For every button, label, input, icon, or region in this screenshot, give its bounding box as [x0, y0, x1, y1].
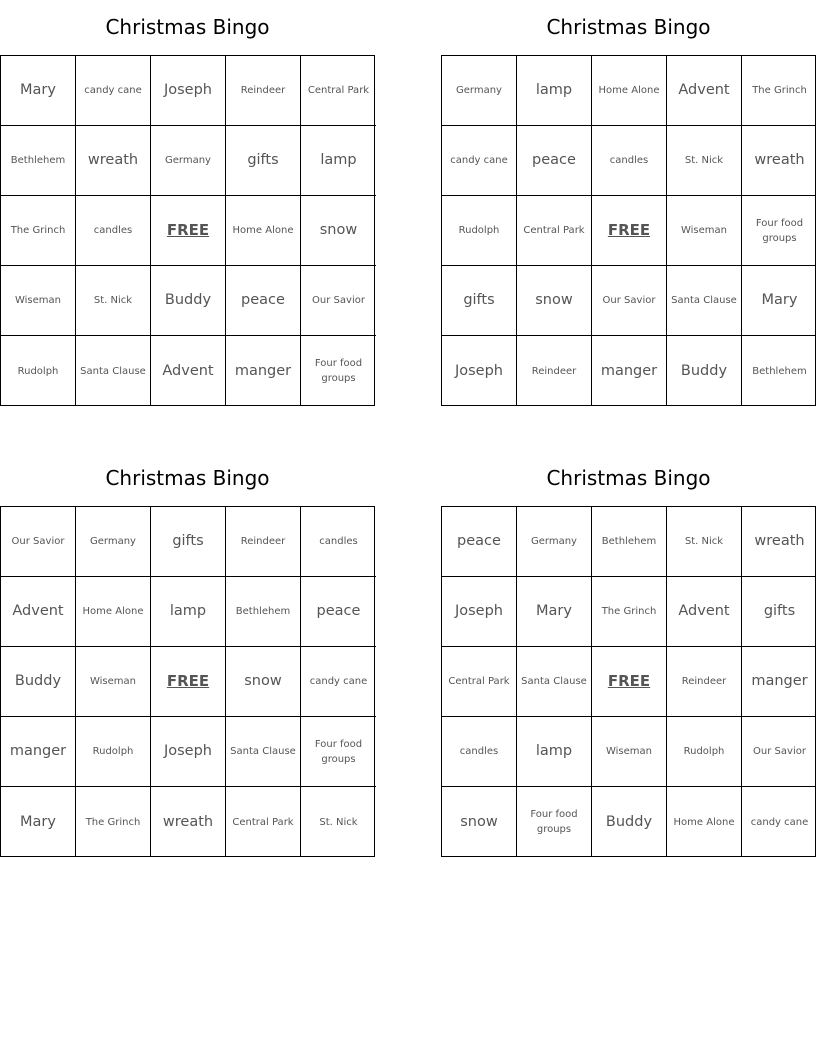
bingo-cell: Rudolph [76, 717, 151, 787]
bingo-cell: candy cane [301, 647, 376, 717]
bingo-cell: Rudolph [667, 717, 742, 787]
bingo-cell: Germany [76, 507, 151, 577]
bingo-cell: Buddy [1, 647, 76, 717]
bingo-cell: St. Nick [667, 126, 742, 196]
bingo-cell: peace [517, 126, 592, 196]
bingo-cell: Wiseman [592, 717, 667, 787]
bingo-cell: Our Savior [592, 266, 667, 336]
card-title: Christmas Bingo [546, 15, 711, 39]
bingo-cell: St. Nick [319, 816, 358, 828]
bingo-cell: snow [517, 266, 592, 336]
bingo-cell: Buddy [592, 787, 667, 857]
bingo-cell: Joseph [442, 336, 517, 406]
bingo-cell: Home Alone [226, 196, 301, 266]
bingo-cell: Germany [151, 126, 226, 196]
bingo-grid [0, 55, 375, 406]
bingo-cell: Santa Clause [76, 336, 151, 406]
bingo-cell: manger [742, 647, 816, 717]
bingo-cell: Joseph [151, 56, 226, 126]
bingo-cell: snow [226, 647, 301, 717]
bingo-cell: Reindeer [667, 647, 742, 717]
bingo-cell: candles [76, 196, 151, 266]
bingo-cell: Santa Clause [517, 647, 592, 717]
bingo-cell: manger [226, 336, 301, 406]
bingo-cell: Home Alone [592, 56, 667, 126]
bingo-cell: lamp [517, 717, 592, 787]
bingo-card [0, 0, 375, 406]
bingo-cell: snow [301, 196, 376, 266]
bingo-cell: peace [301, 577, 376, 647]
bingo-cell: The Grinch [76, 787, 151, 857]
bingo-card [441, 0, 816, 406]
bingo-cell: Advent [667, 577, 742, 647]
bingo-cell: manger [1, 717, 76, 787]
bingo-cell: The Grinch [592, 577, 667, 647]
bingo-cell: Advent [151, 336, 226, 406]
bingo-cell: wreath [151, 787, 226, 857]
bingo-cell: candles [592, 126, 667, 196]
bingo-cell: Our Savior [301, 266, 376, 336]
bingo-cell: The Grinch [742, 56, 816, 126]
bingo-cell: Central Park [301, 56, 376, 126]
free-space-cell: FREE [151, 647, 226, 717]
bingo-cell: Reindeer [226, 507, 301, 577]
card-title: Christmas Bingo [546, 466, 711, 490]
bingo-grid [0, 506, 375, 857]
bingo-cell: Mary [517, 577, 592, 647]
bingo-cell: Santa Clause [667, 266, 742, 336]
bingo-cell: Rudolph [442, 196, 517, 266]
bingo-card [0, 451, 375, 857]
bingo-grid [441, 506, 816, 857]
bingo-cell: wreath [742, 126, 816, 196]
bingo-cell: Central Park [517, 196, 592, 266]
bingo-cell: Wiseman [76, 647, 151, 717]
free-space-cell: FREE [592, 647, 667, 717]
bingo-cell: candles [442, 717, 517, 787]
bingo-cell: lamp [151, 577, 226, 647]
bingo-cell: Home Alone [76, 577, 151, 647]
bingo-cell: lamp [301, 126, 376, 196]
bingo-cell: Mary [1, 56, 76, 126]
bingo-cell: Advent [1, 577, 76, 647]
bingo-cell: The Grinch [1, 196, 76, 266]
bingo-cell: Wiseman [667, 196, 742, 266]
free-space-cell: FREE [592, 196, 667, 266]
bingo-cell: Buddy [667, 336, 742, 406]
bingo-cell: Mary [742, 266, 816, 336]
bingo-cell: Bethlehem [226, 577, 301, 647]
bingo-cell: Four food groups [517, 787, 592, 857]
bingo-cell: Mary [1, 787, 76, 857]
bingo-cell: Our Savior [1, 507, 76, 577]
bingo-cell: Joseph [151, 717, 226, 787]
bingo-cell: Bethlehem [752, 365, 807, 377]
bingo-cell: Home Alone [667, 787, 742, 857]
bingo-cell: Advent [667, 56, 742, 126]
bingo-grid [441, 55, 816, 406]
bingo-cell: St. Nick [667, 507, 742, 577]
bingo-cell: Reindeer [517, 336, 592, 406]
bingo-cell: Our Savior [742, 717, 816, 787]
bingo-cell: gifts [151, 507, 226, 577]
bingo-cell: Joseph [442, 577, 517, 647]
bingo-cell: gifts [742, 577, 816, 647]
bingo-cell: Central Park [442, 647, 517, 717]
bingo-cell: Germany [517, 507, 592, 577]
bingo-cell: St. Nick [76, 266, 151, 336]
bingo-cell: Rudolph [1, 336, 76, 406]
bingo-cell: snow [442, 787, 517, 857]
bingo-cell: candy cane [442, 126, 517, 196]
bingo-cell: Central Park [226, 787, 301, 857]
bingo-cell: candy cane [76, 56, 151, 126]
bingo-cell: Germany [442, 56, 517, 126]
bingo-card [441, 451, 816, 857]
bingo-cell: Buddy [151, 266, 226, 336]
card-title: Christmas Bingo [105, 15, 270, 39]
free-space-cell: FREE [151, 196, 226, 266]
bingo-cell: wreath [76, 126, 151, 196]
bingo-cell: Reindeer [226, 56, 301, 126]
bingo-cell: Bethlehem [1, 126, 76, 196]
bingo-cell: candles [301, 507, 376, 577]
bingo-cell: gifts [442, 266, 517, 336]
bingo-cell: gifts [226, 126, 301, 196]
bingo-cell: peace [442, 507, 517, 577]
bingo-cell: Bethlehem [592, 507, 667, 577]
bingo-cell: wreath [742, 507, 816, 577]
bingo-cell: Santa Clause [226, 717, 301, 787]
bingo-cell: lamp [517, 56, 592, 126]
bingo-cell: Wiseman [1, 266, 76, 336]
bingo-cell: Four food groups [301, 717, 376, 787]
bingo-cell: candy cane [750, 816, 809, 828]
bingo-cell: peace [226, 266, 301, 336]
bingo-cell: manger [592, 336, 667, 406]
bingo-cell: Four food groups [314, 358, 363, 384]
card-title: Christmas Bingo [105, 466, 270, 490]
bingo-cell: Four food groups [742, 196, 816, 266]
